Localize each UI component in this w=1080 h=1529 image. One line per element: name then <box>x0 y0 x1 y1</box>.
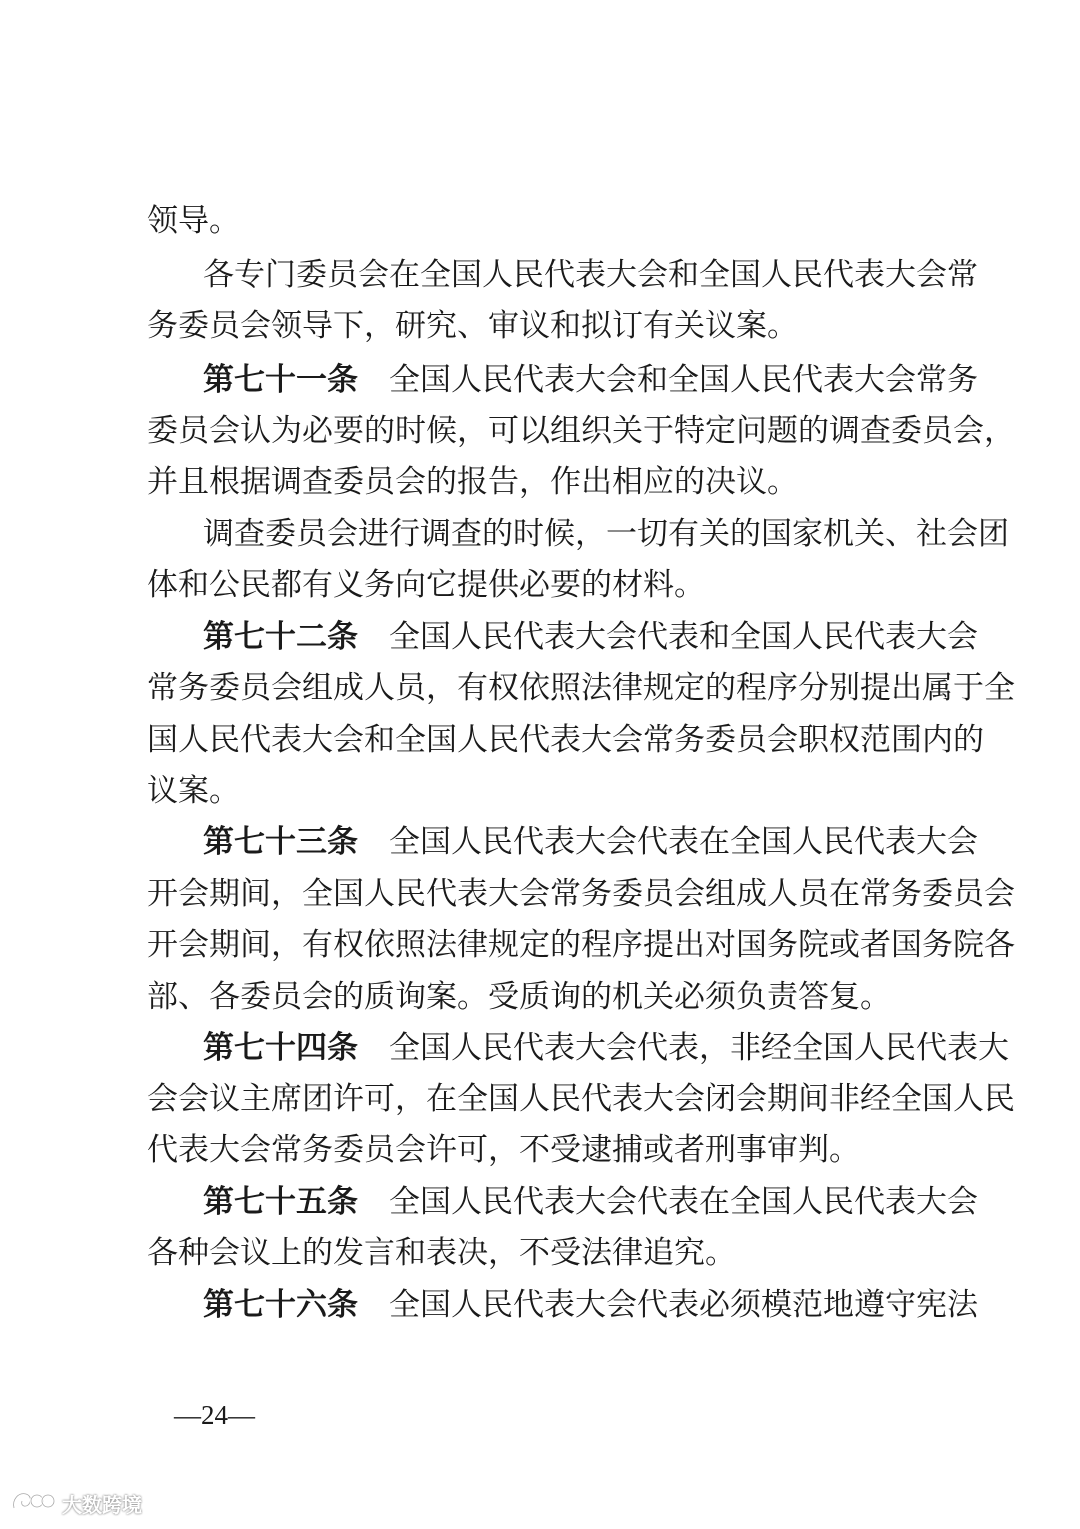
watermark <box>10 1488 142 1518</box>
article-line: 第七十二条 全国人民代表大会代表和全国人民代表大会 <box>203 619 978 655</box>
article-heading: 第七十四条 <box>203 1030 358 1066</box>
brand-logo-icon <box>10 1488 56 1518</box>
article-heading: 第七十二条 <box>203 619 358 655</box>
page-number: —24— <box>174 1400 255 1430</box>
text-line: 议案。 <box>147 773 240 809</box>
text-line: 开会期间，有权依照法律规定的程序提出对国务院或者国务院各 <box>147 927 1015 963</box>
article-heading: 第七十一条 <box>203 362 358 398</box>
article-line: 第七十四条 全国人民代表大会代表，非经全国人民代表大 <box>203 1030 1009 1066</box>
text-line: 务委员会领导下，研究、审议和拟订有关议案。 <box>147 308 798 344</box>
article-line: 第七十一条 全国人民代表大会和全国人民代表大会常务 <box>203 362 978 398</box>
article-heading: 第七十三条 <box>203 824 358 860</box>
text-line: 委员会认为必要的时候，可以组织关于特定问题的调查委员会， <box>147 413 1015 449</box>
text-line: 常务委员会组成人员，有权依照法律规定的程序分别提出属于全 <box>147 670 1015 706</box>
article-heading: 第七十六条 <box>203 1287 358 1323</box>
text-line: 并且根据调查委员会的报告，作出相应的决议。 <box>147 464 798 500</box>
text-line: 各专门委员会在全国人民代表大会和全国人民代表大会常 <box>203 257 978 293</box>
article-line: 第七十五条 全国人民代表大会代表在全国人民代表大会 <box>203 1184 978 1220</box>
text-line: 代表大会常务委员会许可，不受逮捕或者刑事审判。 <box>147 1132 860 1168</box>
article-line: 第七十六条 全国人民代表大会代表必须模范地遵守宪法 <box>203 1287 978 1323</box>
text-line: 开会期间，全国人民代表大会常务委员会组成人员在常务委员会 <box>147 876 1015 912</box>
article-line: 第七十三条 全国人民代表大会代表在全国人民代表大会 <box>203 824 978 860</box>
article-heading: 第七十五条 <box>203 1184 358 1220</box>
text-line: 体和公民都有义务向它提供必要的材料。 <box>147 567 705 603</box>
text-line: 部、各委员会的质询案。受质询的机关必须负责答复。 <box>147 979 891 1015</box>
text-line: 领导。 <box>147 203 240 239</box>
text-line: 调查委员会进行调查的时候，一切有关的国家机关、社会团 <box>203 516 1009 552</box>
text-line: 会会议主席团许可，在全国人民代表大会闭会期间非经全国人民 <box>147 1081 1015 1117</box>
text-line: 国人民代表大会和全国人民代表大会常务委员会职权范围内的 <box>147 722 984 758</box>
watermark-text: 大数跨境 <box>62 1492 142 1517</box>
text-line: 各种会议上的发言和表决，不受法律追究。 <box>147 1235 736 1271</box>
